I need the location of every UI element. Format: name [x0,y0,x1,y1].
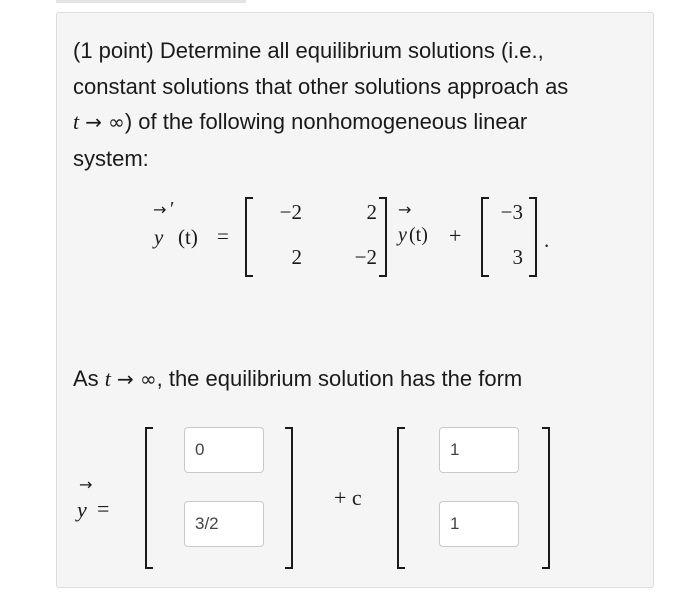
answer-vec2-left-bracket [397,427,405,569]
forcing-cell: 3 [512,245,523,269]
forcing-cell: −3 [500,200,523,224]
matrix-cell: −2 [354,245,377,269]
lhs-variable: y [154,225,164,249]
vec2-component-1-input[interactable] [439,427,519,473]
system-equation: → ′ y (t) = −2 2 2 −2 → y (t) + −3 3 . [57,13,655,333]
point-value: (1 point) [73,38,154,63]
answer-variable: y [77,497,87,522]
problem-card: (1 point) Determine all equilibrium solutions (i.e., constant solutions that other solutions approach as t → ∞) of the following nonhomogeneous linear system: → ′ y (t) = −2 2 2 −2 → y (t) + −3 3 . As t → ∞, the equilibrium solution has the form → y = 0 3/2 + c 1 1 [56,12,654,588]
forcing-right-bracket [529,197,537,277]
plus-c-label: + c [334,485,362,510]
top-divider [56,0,246,3]
answer-vec1-right-bracket [285,427,293,569]
matrix-left-bracket [245,197,253,277]
answer-vec1-left-bracket [145,427,153,569]
answer-prompt: As t → ∞, the equilibrium solution has the form [73,366,523,391]
vector-arrow-icon: → [398,200,412,219]
matrix-cell: 2 [291,245,302,269]
vector-arrow-icon: → [153,200,167,219]
matrix-right-bracket [379,197,387,277]
matrix-cell: −2 [279,200,302,224]
answer-vec2-right-bracket [542,427,550,569]
matrix-cell: 2 [366,200,377,224]
vec2-component-2-input[interactable] [439,501,519,547]
vec1-component-2-input[interactable] [184,501,264,547]
forcing-left-bracket [481,197,489,277]
question-text: (1 point) Determine all equilibrium solutions (i.e., constant solutions that other solutions approach as t → ∞) of the following nonhomogeneous linear system: [73,38,569,171]
vec1-component-1-input[interactable] [184,427,264,473]
rhs-variable: y [398,224,407,246]
vector-arrow-icon: → [79,475,93,494]
